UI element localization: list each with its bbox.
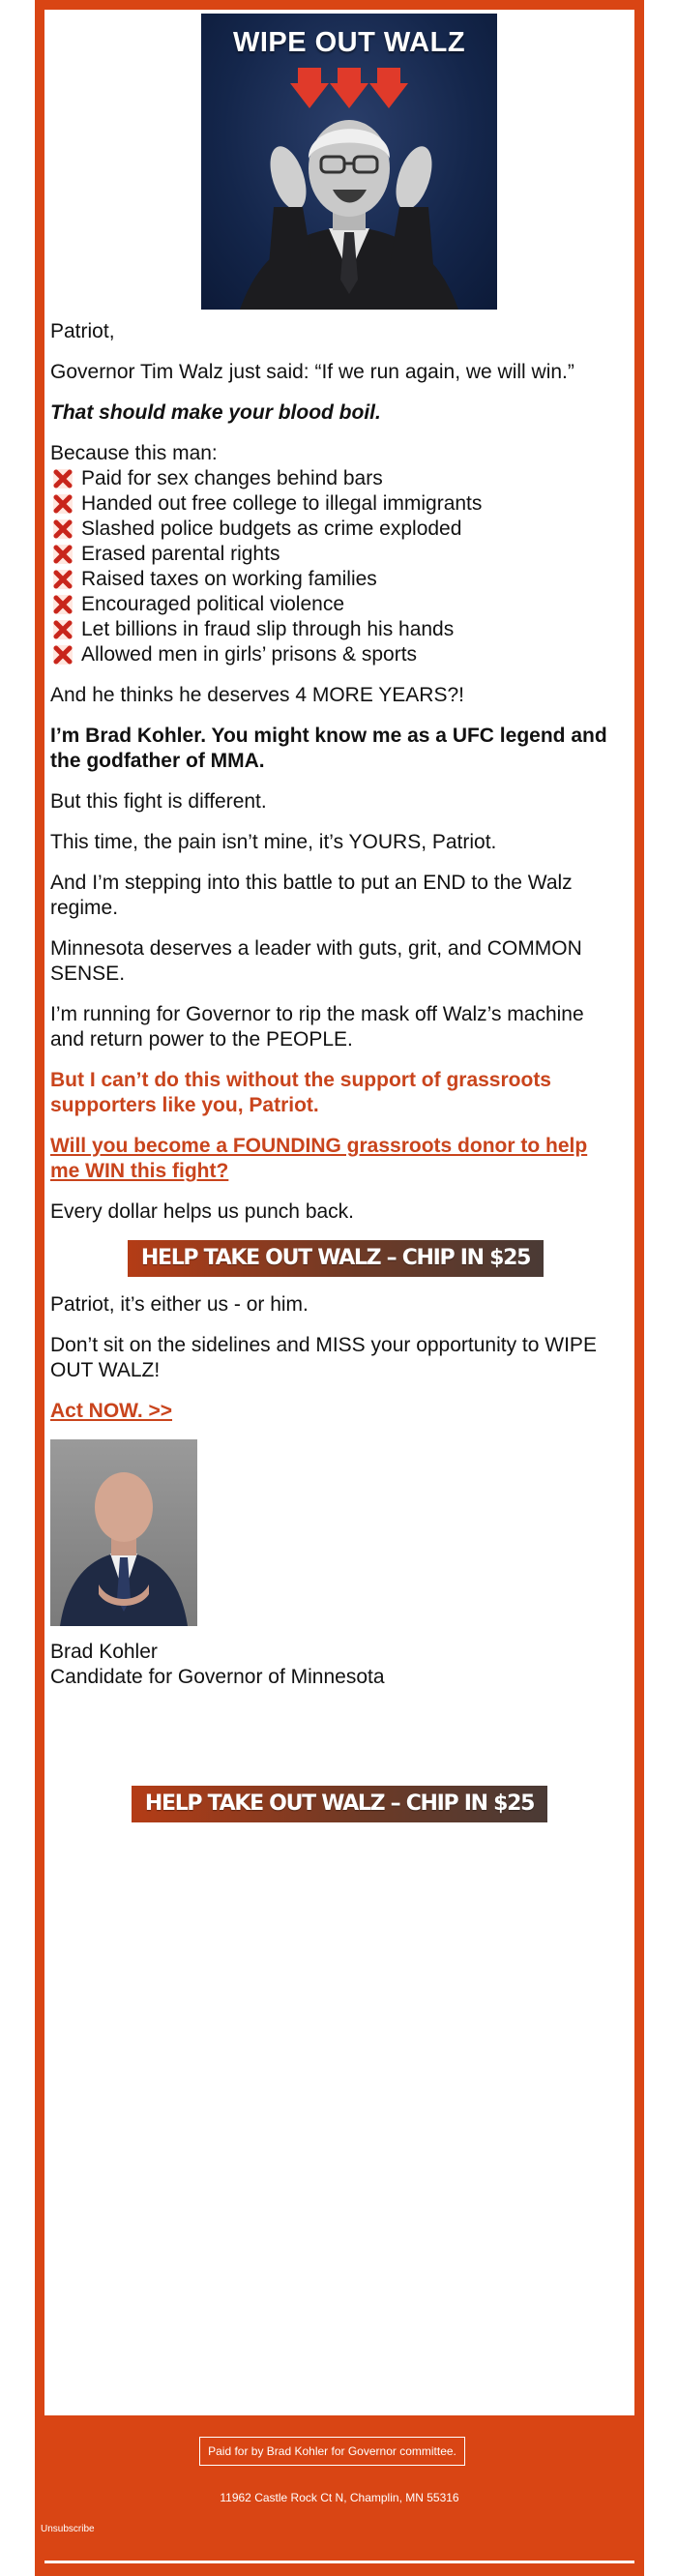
because-line: Because this man:: [50, 442, 218, 464]
list-item-text: Paid for sex changes behind bars: [81, 467, 383, 489]
candidate-photo: [50, 1439, 197, 1626]
different-line: But this fight is different.: [50, 790, 267, 813]
list-item-text: Encouraged political violence: [81, 593, 345, 615]
stepping-line: And I’m stepping into this battle to put an END to the Walz regime.: [50, 872, 573, 919]
greeting: Patriot,: [50, 320, 115, 342]
signature-name: Brad Kohler: [50, 1641, 158, 1663]
red-x-icon: [52, 468, 74, 489]
email-frame: [35, 0, 644, 2576]
list-item-text: Raised taxes on working families: [81, 568, 377, 590]
red-x-icon: [52, 569, 74, 590]
kohler-portrait: [50, 1439, 197, 1626]
list-item: [50, 567, 621, 592]
chip-in-button-bottom[interactable]: HELP TAKE OUT WALZ – CHIP IN $25: [132, 1786, 547, 1822]
deserves-line: And he thinks he deserves 4 MORE YEARS?!: [50, 684, 464, 706]
red-x-icon: [52, 594, 74, 615]
signature-title: Candidate for Governor of Minnesota: [50, 1666, 385, 1688]
founding-donor-link[interactable]: Will you become a FOUNDING grassroots donor to help me WIN this fight?: [50, 1135, 588, 1182]
email-body: [44, 10, 634, 2415]
mailing-address: 11962 Castle Rock Ct N, Champlin, MN 55316: [220, 2491, 459, 2504]
red-x-icon: [52, 493, 74, 515]
list-item-text: Handed out free college to illegal immigrants: [81, 492, 483, 515]
red-x-icon: [52, 544, 74, 565]
email-content: [50, 319, 621, 1690]
red-x-icon: [52, 644, 74, 666]
list-item: [50, 617, 621, 642]
list-item: [50, 642, 621, 667]
every-dollar-line: Every dollar helps us punch back.: [50, 1200, 355, 1223]
blood-boil-line: That should make your blood boil.: [50, 401, 381, 424]
footer-divider: [44, 2561, 634, 2563]
hero-title: WIPE OUT WALZ: [232, 27, 466, 58]
list-item-text: Erased parental rights: [81, 543, 280, 565]
list-item-text: Slashed police budgets as crime exploded: [81, 518, 462, 540]
down-arrows-icon: [290, 68, 408, 110]
list-item: [50, 542, 621, 567]
list-item: [50, 491, 621, 517]
intro-line: I’m Brad Kohler. You might know me as a UFC legend and the godfather of MMA.: [50, 725, 607, 772]
act-now-link[interactable]: Act NOW. >>: [50, 1400, 173, 1422]
hero-image: [201, 14, 497, 310]
red-x-icon: [52, 619, 74, 640]
support-line: But I can’t do this without the support of grassroots supporters like you, Patriot.: [50, 1069, 551, 1116]
list-item: [50, 517, 621, 542]
quote-line: Governor Tim Walz just said: “If we run again, we will win.”: [50, 361, 574, 383]
red-x-icon: [52, 518, 74, 540]
unsubscribe-link[interactable]: Unsubscribe: [41, 2524, 95, 2534]
either-line: Patriot, it’s either us - or him.: [50, 1293, 309, 1316]
list-item: [50, 592, 621, 617]
running-line: I’m running for Governor to rip the mask off Walz’s machine and return power to the PEOPLE.: [50, 1003, 584, 1051]
sidelines-line: Don’t sit on the sidelines and MISS your opportunity to WIPE OUT WALZ!: [50, 1334, 597, 1381]
chip-in-button[interactable]: HELP TAKE OUT WALZ – CHIP IN $25: [128, 1240, 544, 1277]
paid-for-disclaimer: Paid for by Brad Kohler for Governor committee.: [199, 2437, 465, 2466]
footer: [35, 2415, 644, 2576]
minnesota-line: Minnesota deserves a leader with guts, grit, and COMMON SENSE.: [50, 937, 582, 985]
grievance-list: [50, 466, 621, 667]
list-item-text: Allowed men in girls’ prisons & sports: [81, 643, 418, 666]
pain-line: This time, the pain isn’t mine, it’s YOURS, Patriot.: [50, 831, 497, 853]
list-item-text: Let billions in fraud slip through his hands: [81, 618, 455, 640]
list-item: [50, 466, 621, 491]
